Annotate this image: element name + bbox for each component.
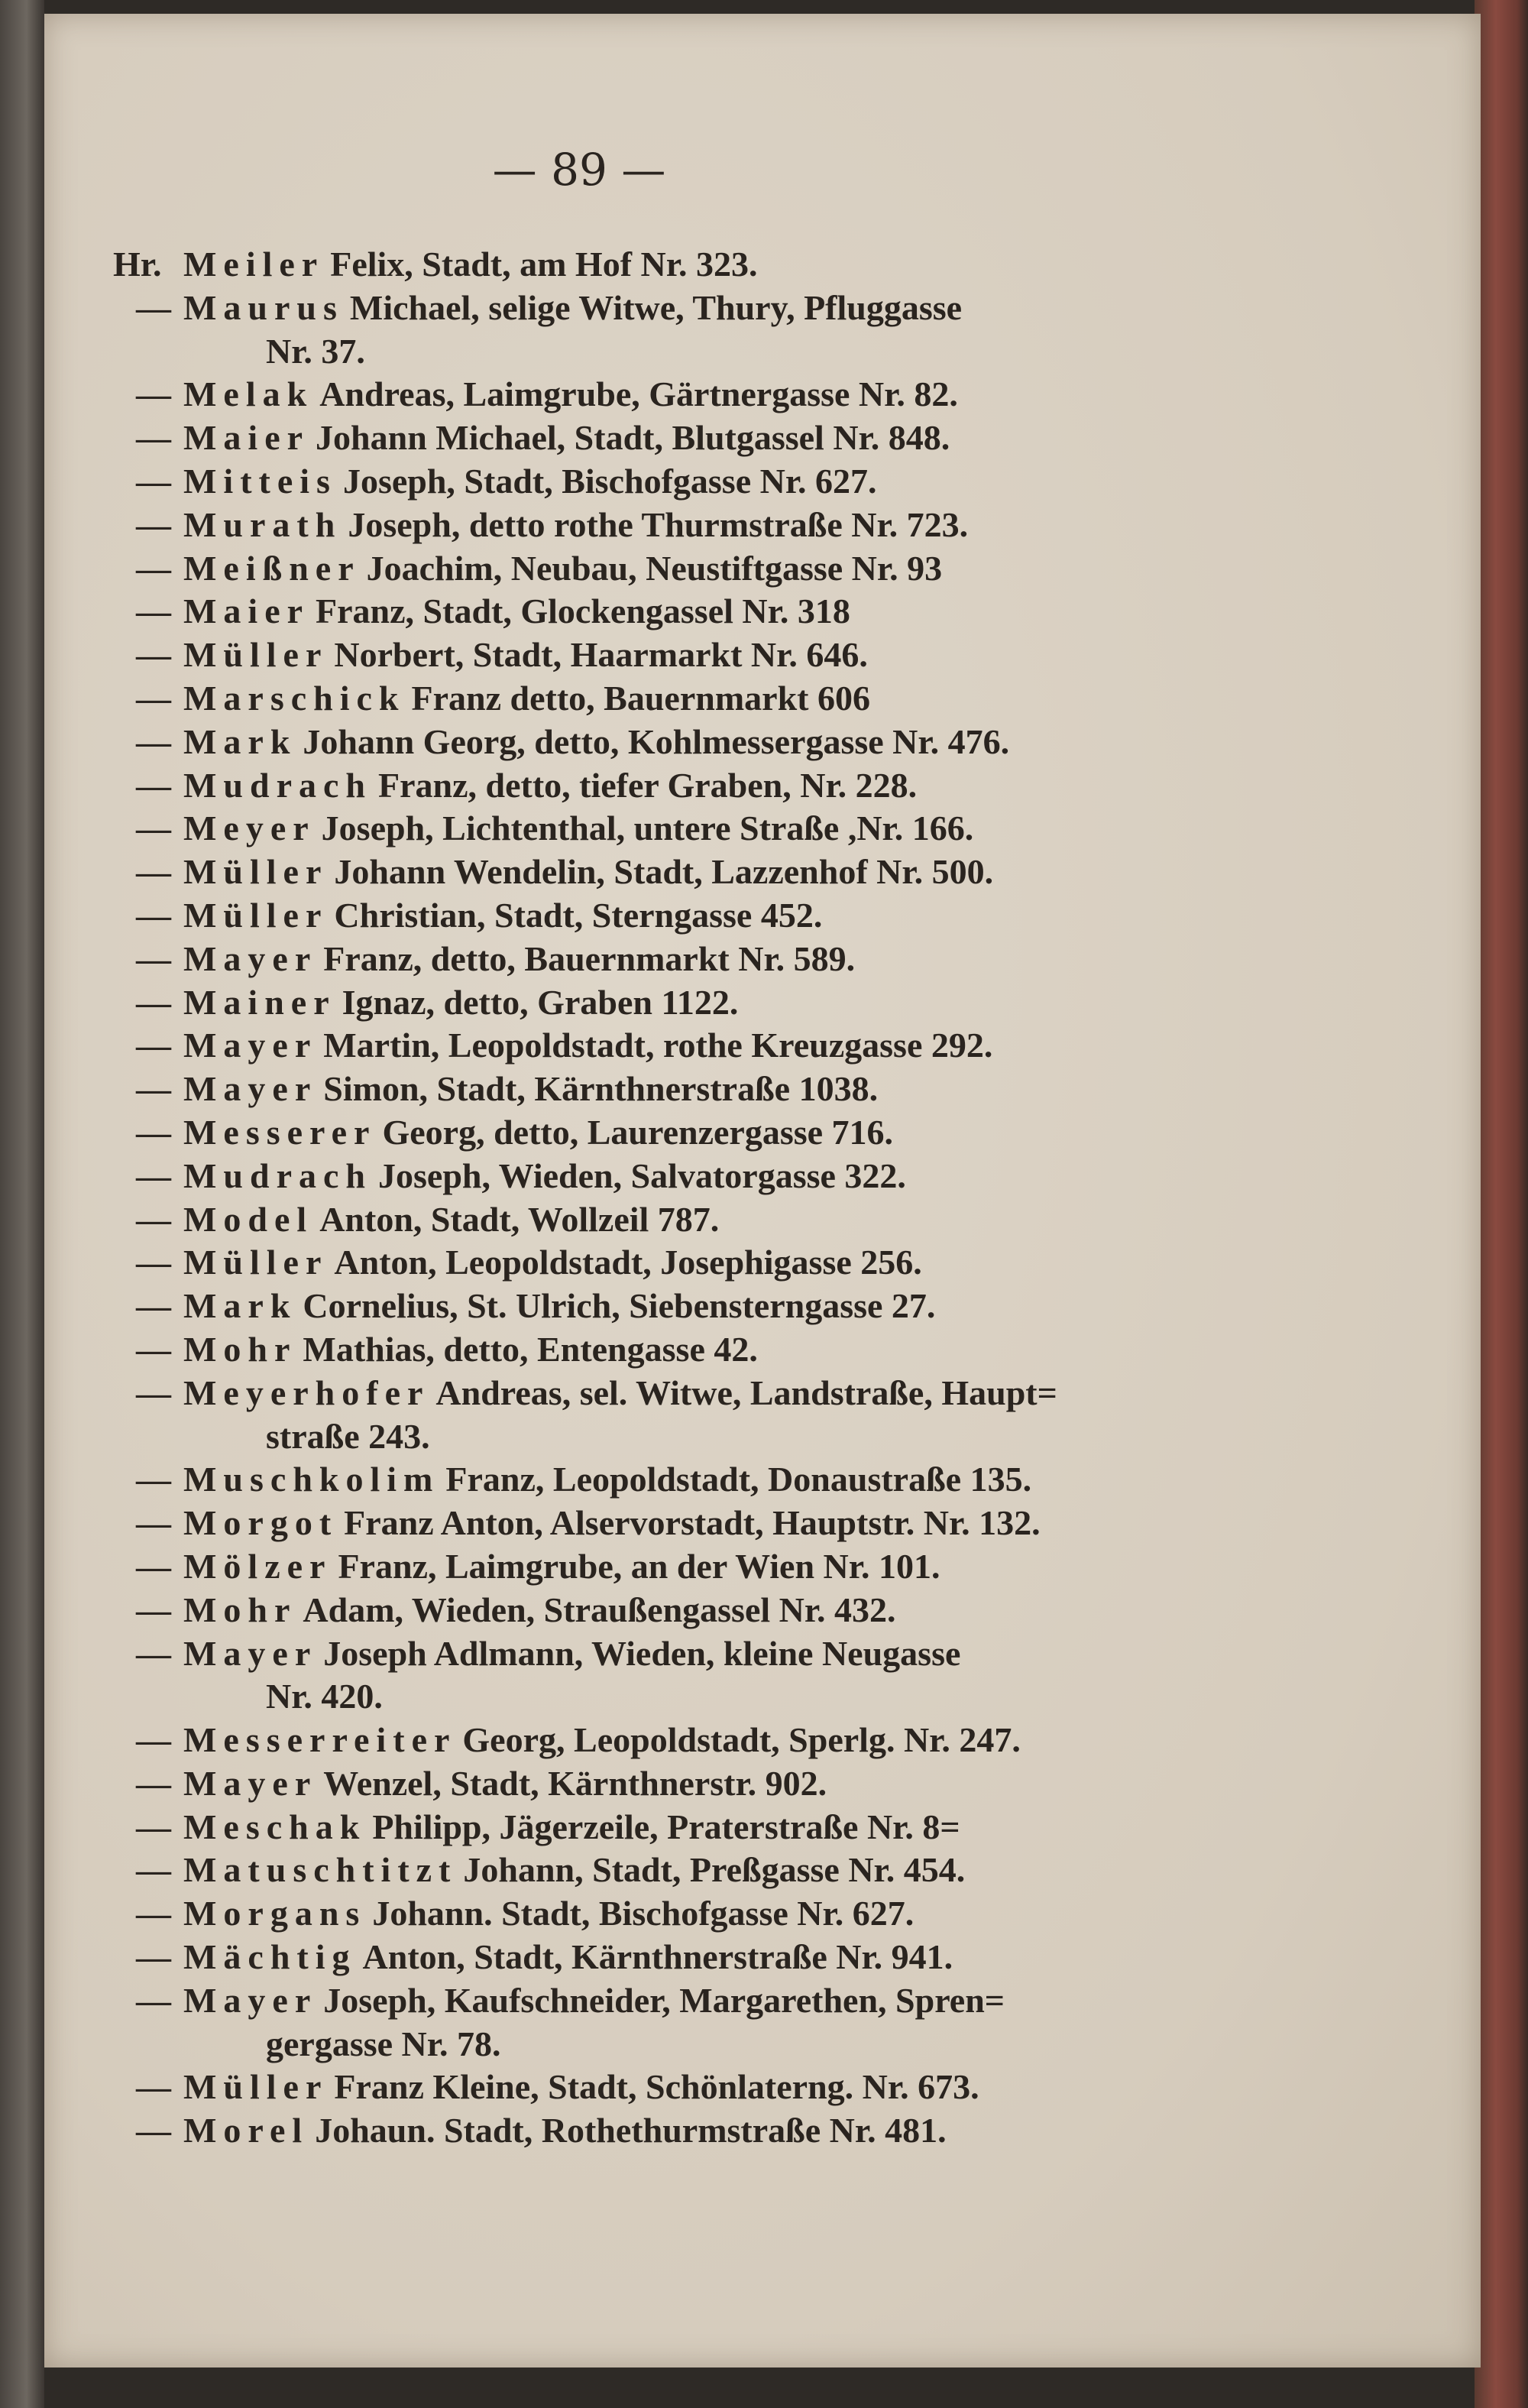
list-item (113, 677, 1366, 721)
list-item (113, 504, 1366, 547)
entry-prefix: — (136, 1633, 171, 1673)
entry-surname: Mayer (183, 1980, 318, 2020)
entry-continuation: Nr. 420. (266, 1677, 383, 1716)
entry-details: Joseph, Wieden, Salvatorgasse 322. (378, 1155, 906, 1195)
list-item (113, 287, 1366, 330)
entry-prefix: — (136, 461, 171, 501)
entry-surname: Murath (183, 504, 342, 544)
entry-details: Martin, Leopoldstadt, rothe Kreuzgasse 292. (323, 1026, 993, 1065)
entry-prefix: — (136, 809, 171, 848)
entry-details: Franz, Leopoldstadt, Donaustraße 135. (445, 1460, 1032, 1499)
entry-prefix: — (136, 1763, 171, 1803)
directory-list (113, 243, 1366, 2153)
entry-surname: Mark (183, 1286, 297, 1326)
entry-details: Johann, Stadt, Preßgasse Nr. 454. (463, 1850, 966, 1890)
entry-details: Michael, selige Witwe, Thury, Pfluggasse (349, 287, 963, 327)
entry-surname: Mark (183, 721, 297, 761)
entry-continuation: straße 243. (266, 1416, 430, 1456)
entry-surname: Maier (183, 418, 310, 458)
entry-surname: Melak (183, 374, 314, 414)
list-item (113, 2066, 1366, 2109)
list-item (113, 1241, 1366, 1285)
entry-prefix: — (136, 287, 171, 327)
entry-prefix: — (136, 1373, 171, 1412)
entry-prefix: — (136, 548, 171, 588)
entry-details: Johaun. Stadt, Rothethurmstraße Nr. 481. (315, 2111, 947, 2150)
entry-details: Franz detto, Bauernmarkt 606 (411, 678, 870, 718)
list-item (113, 1719, 1366, 1762)
entry-details: Joachim, Neubau, Neustiftgasse Nr. 93 (366, 548, 943, 588)
entry-surname: Meyer (183, 809, 316, 848)
list-item (113, 1155, 1366, 1198)
entry-prefix: — (136, 504, 171, 544)
entry-details: Norbert, Stadt, Haarmarkt Nr. 646. (334, 635, 868, 675)
list-item (113, 634, 1366, 677)
list-item (113, 243, 1366, 287)
entry-surname: Morel (183, 2111, 309, 2150)
entry-surname: Mächtig (183, 1937, 357, 1977)
entry-prefix: — (136, 1329, 171, 1369)
entry-surname: Messerreiter (183, 1720, 457, 1760)
entry-prefix: — (136, 591, 171, 631)
entry-prefix: — (136, 2067, 171, 2107)
entry-prefix: — (136, 1807, 171, 1846)
entry-details: Franz, Laimgrube, an der Wien Nr. 101. (338, 1546, 940, 1586)
entry-details: Franz Kleine, Stadt, Schönlaterng. Nr. 673. (334, 2067, 979, 2107)
entry-details: Johann Georg, detto, Kohlmessergasse Nr. 476. (303, 721, 1010, 761)
entry-surname: Morgans (183, 1894, 367, 1933)
entry-prefix: — (136, 982, 171, 1022)
entry-surname: Model (183, 1199, 314, 1239)
entry-prefix: — (136, 1503, 171, 1543)
entry-details: Christian, Stadt, Sterngasse 452. (334, 895, 823, 935)
entry-details: Simon, Stadt, Kärnthnerstraße 1038. (323, 1069, 879, 1109)
entry-prefix: — (136, 1850, 171, 1890)
entry-prefix: — (136, 418, 171, 458)
entry-surname: Müller (183, 852, 329, 892)
entry-surname: Meyerhofer (183, 1373, 430, 1412)
entry-surname: Müller (183, 895, 329, 935)
page-number: — 89 — (492, 144, 666, 196)
entry-details: Joseph, detto rothe Thurmstraße Nr. 723. (348, 504, 969, 544)
entry-details: Johann Michael, Stadt, Blutgassel Nr. 848. (316, 418, 950, 458)
entry-details: Franz, detto, tiefer Graben, Nr. 228. (378, 765, 918, 805)
list-item (113, 547, 1366, 591)
list-item (113, 1198, 1366, 1242)
entry-surname: Maier (183, 591, 310, 631)
entry-prefix: — (136, 852, 171, 892)
entry-prefix: — (136, 1590, 171, 1629)
entry-surname: Meschak (183, 1807, 367, 1846)
entry-details: Philipp, Jägerzeile, Praterstraße Nr. 8= (372, 1807, 960, 1846)
entry-details: Johann Wendelin, Stadt, Lazzenhof Nr. 500. (334, 852, 994, 892)
list-item (113, 938, 1366, 981)
list-item (113, 981, 1366, 1025)
entry-prefix: — (136, 2111, 171, 2150)
entry-continuation: Nr. 37. (266, 331, 365, 371)
entry-surname: Müller (183, 1243, 329, 1282)
entry-surname: Müller (183, 635, 329, 675)
entry-details: Andreas, sel. Witwe, Landstraße, Haupt= (435, 1373, 1057, 1412)
entry-prefix: — (136, 1199, 171, 1239)
list-item (113, 1111, 1366, 1155)
list-item (113, 1458, 1366, 1502)
entry-prefix: — (136, 1937, 171, 1977)
list-item (113, 1372, 1366, 1415)
entry-surname: Matuschtitzt (183, 1850, 458, 1890)
entry-prefix: — (136, 678, 171, 718)
entry-surname: Mudrach (183, 1155, 372, 1195)
list-item (113, 416, 1366, 460)
entry-prefix: — (136, 1460, 171, 1499)
entry-prefix: — (136, 895, 171, 935)
entry-prefix: — (136, 374, 171, 414)
entry-details: Georg, detto, Laurenzergasse 716. (382, 1112, 894, 1152)
entry-surname: Mohr (183, 1590, 297, 1629)
entry-prefix: — (136, 1546, 171, 1586)
list-item (113, 1979, 1366, 2023)
list-item (113, 1328, 1366, 1372)
entry-prefix: — (136, 938, 171, 978)
entry-surname: Mudrach (183, 765, 372, 805)
entry-surname: Mayer (183, 1026, 318, 1065)
entry-details: Joseph Adlmann, Wieden, kleine Neugasse (323, 1633, 961, 1673)
entry-prefix: Hr. (113, 245, 162, 284)
entry-prefix: — (136, 1980, 171, 2020)
entry-details: Franz Anton, Alservorstadt, Hauptstr. Nr. 132. (344, 1503, 1041, 1543)
list-item (113, 1892, 1366, 1936)
entry-details: Andreas, Laimgrube, Gärtnergasse Nr. 82. (319, 374, 958, 414)
list-item (113, 1285, 1366, 1328)
entry-details: Johann. Stadt, Bischofgasse Nr. 627. (372, 1894, 915, 1933)
entry-details: Ignaz, detto, Graben 1122. (342, 982, 739, 1022)
entry-surname: Messerer (183, 1112, 377, 1152)
entry-details: Franz, detto, Bauernmarkt Nr. 589. (323, 938, 856, 978)
entry-details: Joseph, Stadt, Bischofgasse Nr. 627. (342, 461, 877, 501)
entry-prefix: — (136, 765, 171, 805)
entry-prefix: — (136, 1720, 171, 1760)
list-item (113, 1632, 1366, 1676)
book-page (44, 14, 1481, 2367)
entry-details: Anton, Stadt, Wollzeil 787. (319, 1199, 720, 1239)
entry-surname: Mitteis (183, 461, 337, 501)
entry-surname: Mölzer (183, 1546, 332, 1586)
list-item (113, 1068, 1366, 1111)
list-item (113, 1806, 1366, 1849)
entry-surname: Maurus (183, 287, 344, 327)
list-item (113, 1024, 1366, 1068)
list-item (113, 1849, 1366, 1892)
list-item (113, 373, 1366, 416)
entry-surname: Mayer (183, 1069, 318, 1109)
entry-details: Felix, Stadt, am Hof Nr. 323. (330, 245, 758, 284)
entry-prefix: — (136, 1026, 171, 1065)
entry-prefix: — (136, 1286, 171, 1326)
entry-prefix: — (136, 1243, 171, 1282)
entry-surname: Mayer (183, 938, 318, 978)
list-item (113, 807, 1366, 851)
list-item (113, 1936, 1366, 1979)
entry-details: Cornelius, St. Ulrich, Siebensterngasse 27. (303, 1286, 936, 1326)
entry-prefix: — (136, 1112, 171, 1152)
entry-prefix: — (136, 1894, 171, 1933)
entry-details: Anton, Leopoldstadt, Josephigasse 256. (334, 1243, 922, 1282)
list-item (113, 1589, 1366, 1632)
list-item (113, 894, 1366, 938)
entry-surname: Mayer (183, 1633, 318, 1673)
entry-surname: Meiler (183, 245, 325, 284)
entry-surname: Müller (183, 2067, 329, 2107)
entry-surname: Mohr (183, 1329, 297, 1369)
entry-surname: Meißner (183, 548, 361, 588)
list-item (113, 1762, 1366, 1806)
list-item (113, 590, 1366, 634)
entry-surname: Marschick (183, 678, 406, 718)
entry-details: Mathias, detto, Entengasse 42. (303, 1329, 758, 1369)
entry-prefix: — (136, 1155, 171, 1195)
list-item (113, 2109, 1366, 2153)
entry-prefix: — (136, 1069, 171, 1109)
entry-details: Adam, Wieden, Straußengassel Nr. 432. (303, 1590, 896, 1629)
book-binding-edge (0, 0, 44, 2408)
entry-details: Wenzel, Stadt, Kärnthnerstr. 902. (323, 1763, 827, 1803)
entry-continuation: gergasse Nr. 78. (266, 2024, 501, 2063)
entry-surname: Mainer (183, 982, 336, 1022)
list-item (113, 721, 1366, 764)
list-item (113, 460, 1366, 504)
entry-prefix: — (136, 721, 171, 761)
list-item (113, 1545, 1366, 1589)
entry-surname: Muschkolim (183, 1460, 440, 1499)
entry-details: Joseph, Lichtenthal, untere Straße ,Nr. 166. (321, 809, 974, 848)
entry-surname: Mayer (183, 1763, 318, 1803)
entry-surname: Morgot (183, 1503, 338, 1543)
entry-details: Anton, Stadt, Kärnthnerstraße Nr. 941. (362, 1937, 953, 1977)
list-item (113, 1502, 1366, 1545)
entry-details: Franz, Stadt, Glockengassel Nr. 318 (316, 591, 850, 631)
list-item (113, 851, 1366, 894)
list-item (113, 764, 1366, 808)
entry-prefix: — (136, 635, 171, 675)
entry-details: Joseph, Kaufschneider, Margarethen, Spren= (323, 1980, 1005, 2020)
entry-details: Georg, Leopoldstadt, Sperlg. Nr. 247. (462, 1720, 1021, 1760)
book-page-edges (1475, 0, 1528, 2408)
